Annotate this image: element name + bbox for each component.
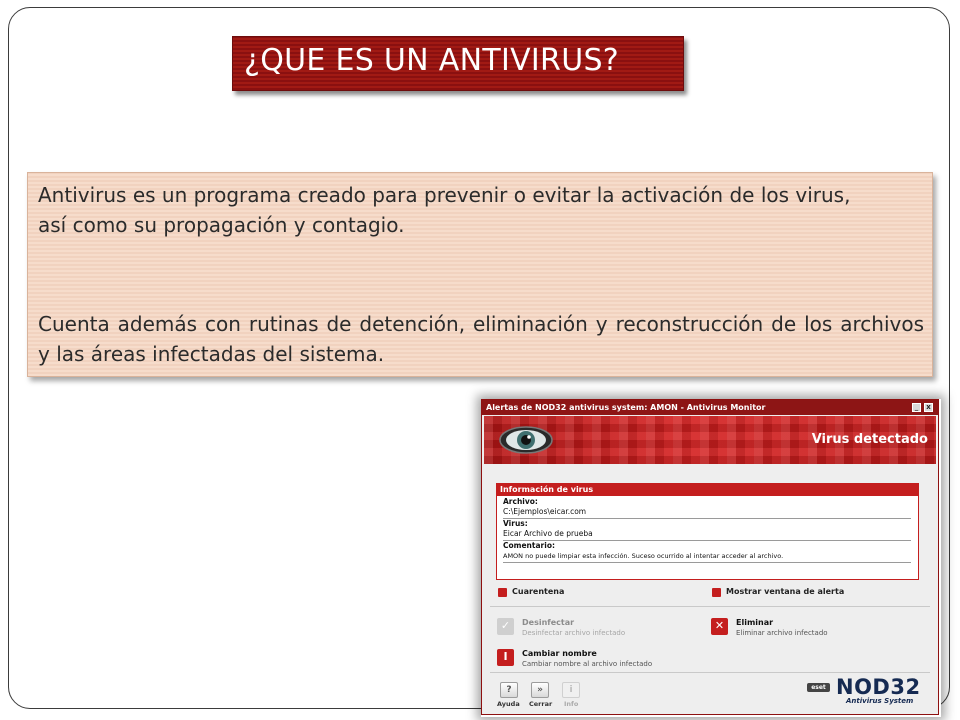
- description-paragraph-1: [38, 180, 924, 240]
- alert-banner: [484, 416, 936, 464]
- close-label: Cerrar: [529, 700, 553, 708]
- disinfect-title: Desinfectar: [522, 618, 575, 627]
- antivirus-alert-window: [481, 399, 939, 715]
- file-label: Archivo:: [503, 497, 538, 506]
- comment-value: AMON no puede limpiar esta infección. Suceso ocurrido al intentar acceder al archivo.: [503, 552, 784, 560]
- rename-subtitle: Cambiar nombre al archivo infectado: [522, 660, 653, 668]
- nod32-tagline: Antivirus System: [846, 697, 914, 705]
- description-box: [27, 172, 933, 377]
- window-title: Alertas de NOD32 antivirus system: AMON - Antivirus Monitor: [486, 403, 766, 412]
- slide-title: ¿QUE ES UN ANTIVIRUS?: [244, 43, 620, 78]
- description-line: Cuenta además con rutinas de detención, eliminación y: [38, 312, 608, 336]
- close-chevron-icon[interactable]: »: [531, 682, 549, 698]
- description-line: reconstrucción de los archivos y las áreas infectadas del sistema.: [38, 312, 924, 366]
- minimize-button[interactable]: _: [912, 403, 921, 412]
- delete-button[interactable]: ✕: [711, 618, 728, 635]
- delete-subtitle: Eliminar archivo infectado: [736, 629, 828, 637]
- file-value: C:\Ejemplos\eicar.com: [503, 507, 587, 516]
- description-paragraph-2: [38, 309, 924, 369]
- nod32-logo: NOD32: [836, 675, 921, 699]
- disinfect-subtitle: Desinfectar archivo infectado: [522, 629, 626, 637]
- rename-button[interactable]: I: [497, 649, 514, 666]
- info-icon[interactable]: i: [562, 682, 580, 698]
- virus-label: Virus:: [503, 519, 528, 528]
- comment-label: Comentario:: [503, 541, 555, 550]
- rename-title: Cambiar nombre: [522, 649, 597, 658]
- divider: [490, 672, 930, 673]
- quarantine-label: Cuarentena: [512, 587, 565, 596]
- slide-title-box: [232, 36, 684, 91]
- description-line: Antivirus es un programa creado para prevenir o evitar la activación de los virus,: [38, 183, 851, 207]
- help-label: Ayuda: [497, 700, 520, 708]
- show-alert-label: Mostrar ventana de alerta: [726, 587, 845, 596]
- show-alert-checkbox[interactable]: [712, 588, 721, 597]
- eye-logo-icon: [498, 420, 554, 460]
- info-label: Info: [564, 700, 579, 708]
- help-icon[interactable]: ?: [500, 682, 518, 698]
- quarantine-checkbox[interactable]: [498, 588, 507, 597]
- window-titlebar[interactable]: [482, 400, 938, 415]
- divider: [490, 606, 930, 607]
- virus-value: Eicar Archivo de prueba: [503, 529, 593, 538]
- field-divider: [503, 562, 911, 563]
- virus-info-header: Información de virus: [497, 484, 918, 496]
- eset-logo: eset: [807, 683, 830, 692]
- description-line: así como su propagación y contagio.: [38, 213, 405, 237]
- disinfect-button[interactable]: ✓: [497, 618, 514, 635]
- delete-title: Eliminar: [736, 618, 774, 627]
- banner-title: Virus detectado: [811, 432, 928, 447]
- virus-info-panel: [496, 483, 919, 580]
- close-window-button[interactable]: x: [924, 403, 933, 412]
